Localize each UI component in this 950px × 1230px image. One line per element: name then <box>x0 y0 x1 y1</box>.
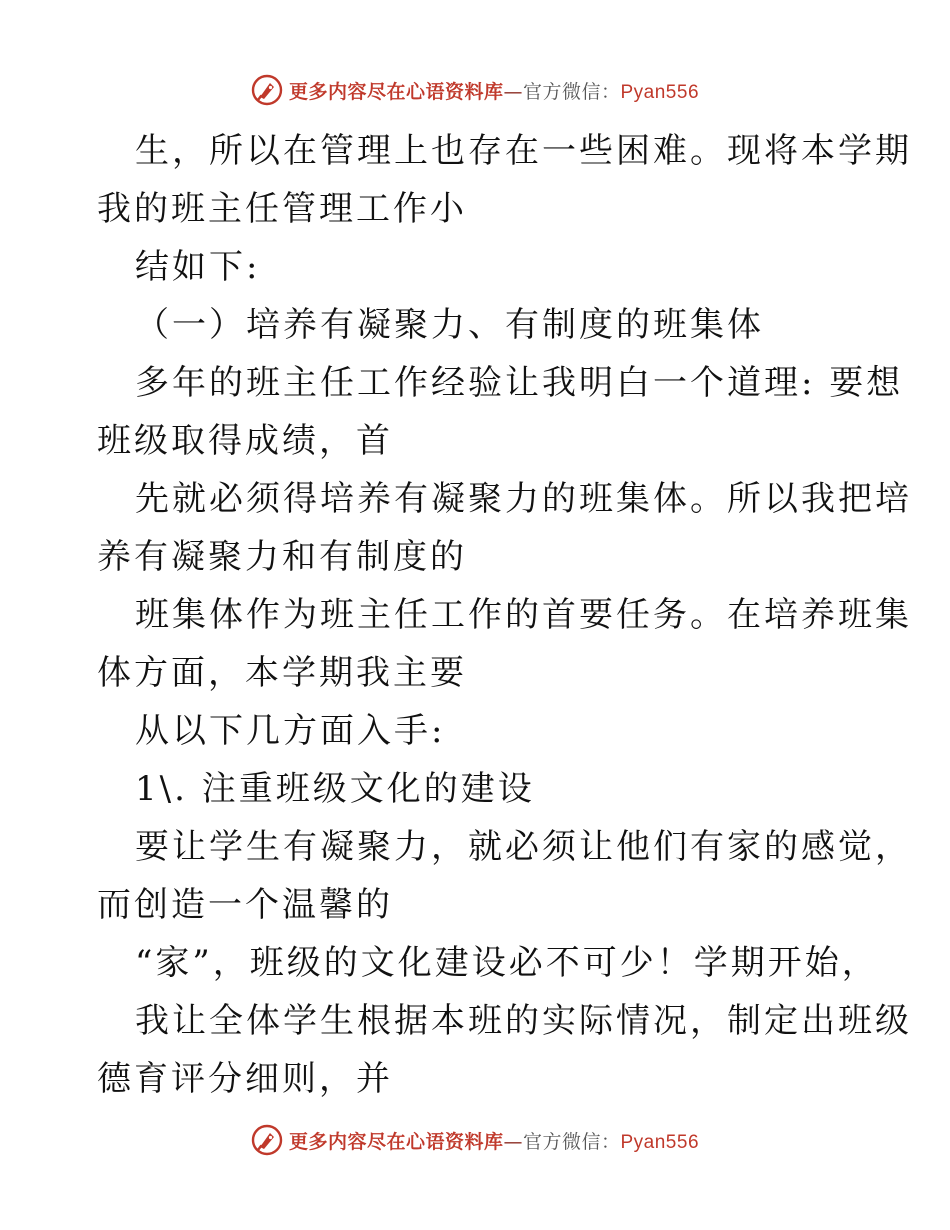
paragraph <box>97 702 857 760</box>
paragraph <box>97 238 857 296</box>
text-line: 先就必须得培养有凝聚力的班集体。所以我把培 <box>135 479 912 519</box>
paragraph <box>97 470 912 586</box>
text-line: 而创造一个温馨的 <box>97 885 393 925</box>
text-line: 结如下: <box>135 247 261 287</box>
watermark-wechat-id: Pyan556 <box>620 1131 700 1153</box>
watermark-wechat-label: 官方微信： <box>522 1130 621 1153</box>
watermark-text <box>289 1127 699 1154</box>
text-line: 养有凝聚力和有制度的 <box>97 537 467 577</box>
text-line: 班集体作为班主任工作的首要任务。在培养班集 <box>135 595 912 635</box>
paragraph <box>97 354 904 470</box>
paragraph <box>97 934 879 992</box>
text-line: （一）培养有凝聚力、有制度的班集体 <box>135 305 764 345</box>
section-heading <box>97 296 857 354</box>
paragraph <box>97 992 912 1108</box>
watermark-dash: — <box>503 80 523 103</box>
watermark-wechat-id: Pyan556 <box>620 81 700 103</box>
paragraph <box>97 586 912 702</box>
watermark-brand: 更多内容尽在心语资料库 <box>288 80 504 103</box>
text-line: 我的班主任管理工作小 <box>97 189 467 229</box>
text-line: 要让学生有凝聚力，就必须让他们有家的感觉， <box>135 827 912 867</box>
paragraph <box>97 122 912 238</box>
document-body <box>97 122 912 1108</box>
paragraph <box>97 818 912 934</box>
text-line: 我让全体学生根据本班的实际情况，制定出班级 <box>135 1001 912 1041</box>
text-line: 生，所以在管理上也存在一些困难。现将本学期 <box>135 131 912 171</box>
text-line: 1\. 注重班级文化的建设 <box>135 769 535 809</box>
pen-nib-logo-icon <box>251 74 283 106</box>
pen-nib-logo-icon <box>251 1124 283 1156</box>
text-line: 多年的班主任工作经验让我明白一个道理: 要想 <box>135 363 904 403</box>
footer-watermark <box>0 1120 950 1160</box>
header-watermark <box>0 70 950 110</box>
text-line: “家”，班级的文化建设必不可少！学期开始， <box>135 943 879 983</box>
text-line: 从以下几方面入手: <box>135 711 446 751</box>
watermark-brand: 更多内容尽在心语资料库 <box>288 1130 504 1153</box>
text-line: 德育评分细则，并 <box>97 1059 393 1099</box>
watermark-dash: — <box>503 1130 523 1153</box>
subsection-heading <box>97 760 857 818</box>
watermark-wechat-label: 官方微信： <box>522 80 621 103</box>
text-line: 班级取得成绩，首 <box>97 421 393 461</box>
watermark-text <box>289 77 699 104</box>
text-line: 体方面，本学期我主要 <box>97 653 467 693</box>
